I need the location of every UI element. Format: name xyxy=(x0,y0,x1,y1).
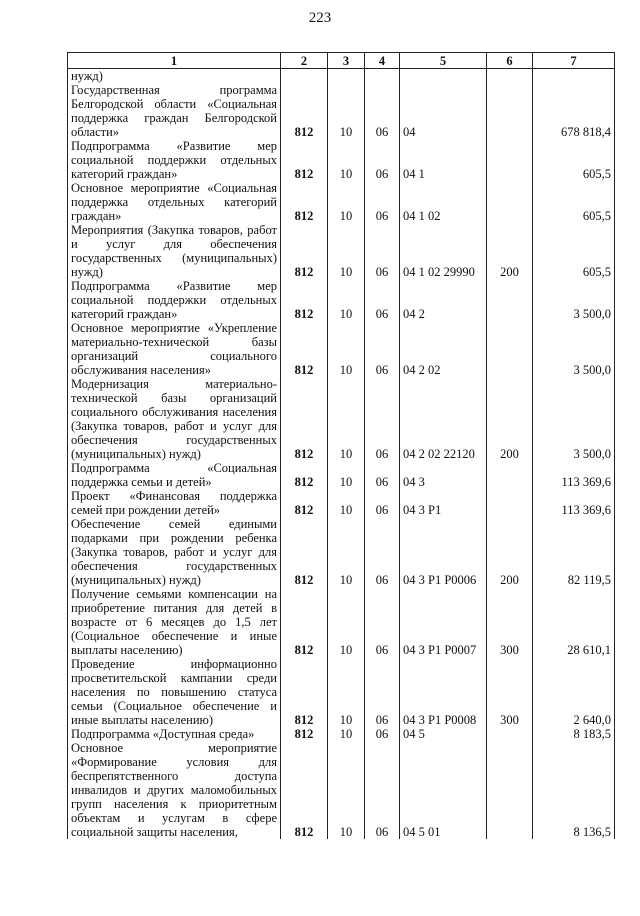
column-header-1: 1 xyxy=(68,53,281,69)
row-target-code: 04 2 02 xyxy=(400,321,487,377)
row-section-code: 10 xyxy=(328,321,365,377)
row-subsection-code: 06 xyxy=(365,139,400,181)
row-name: Подпрограмма «Социальная поддержка семьи и детей» xyxy=(68,461,281,489)
row-subsection-code: 06 xyxy=(365,657,400,727)
row-subsection-code: 06 xyxy=(365,181,400,223)
row-section-code: 10 xyxy=(328,181,365,223)
row-expense-type xyxy=(487,181,533,223)
row-ministry-code: 812 xyxy=(281,727,328,741)
row-target-code: 04 3 xyxy=(400,461,487,489)
row-expense-type xyxy=(487,321,533,377)
row-name: Основное мероприятие «Укрепление материально-технической базы организаций социального обслуживания населения» xyxy=(68,321,281,377)
row-target-code: 04 5 01 xyxy=(400,741,487,839)
table-row xyxy=(68,517,615,587)
row-expense-type: 200 xyxy=(487,223,533,279)
table-row xyxy=(68,321,615,377)
row-section-code: 10 xyxy=(328,377,365,461)
row-ministry-code: 812 xyxy=(281,321,328,377)
row-amount: 605,5 xyxy=(533,139,615,181)
row-ministry-code: 812 xyxy=(281,139,328,181)
row-name: Мероприятия (Закупка товаров, работ и услуг для обеспечения государственных (муниципальных) нужд) xyxy=(68,223,281,279)
row-subsection-code: 06 xyxy=(365,461,400,489)
row-target-code: 04 5 xyxy=(400,727,487,741)
row-target-code: 04 3 P1 P0006 xyxy=(400,517,487,587)
row-target-code: 04 xyxy=(400,83,487,139)
column-header-4: 4 xyxy=(365,53,400,69)
row-section-code: 10 xyxy=(328,489,365,517)
row-amount: 113 369,6 xyxy=(533,489,615,517)
row-name: Проект «Финансовая поддержка семей при рождении детей» xyxy=(68,489,281,517)
table-body xyxy=(68,69,615,840)
row-subsection-code: 06 xyxy=(365,727,400,741)
row-section-code: 10 xyxy=(328,517,365,587)
row-amount: 8 183,5 xyxy=(533,727,615,741)
row-subsection-code: 06 xyxy=(365,587,400,657)
row-expense-type xyxy=(487,279,533,321)
row-amount: 82 119,5 xyxy=(533,517,615,587)
column-header-5: 5 xyxy=(400,53,487,69)
row-section-code: 10 xyxy=(328,279,365,321)
row-target-code: 04 1 02 xyxy=(400,181,487,223)
row-expense-type: 200 xyxy=(487,377,533,461)
row-subsection-code: 06 xyxy=(365,489,400,517)
row-subsection-code: 06 xyxy=(365,279,400,321)
row-subsection-code: 06 xyxy=(365,741,400,839)
row-target-code xyxy=(400,69,487,84)
row-amount: 3 500,0 xyxy=(533,321,615,377)
row-name: Проведение информационно просветительской кампании среди населения по повышению статуса семьи (Социальное обеспечение и иные выплаты населению) xyxy=(68,657,281,727)
table-row xyxy=(68,181,615,223)
row-target-code: 04 1 02 29990 xyxy=(400,223,487,279)
row-name: Подпрограмма «Доступная среда» xyxy=(68,727,281,741)
row-target-code: 04 3 P1 xyxy=(400,489,487,517)
row-target-code: 04 3 P1 P0007 xyxy=(400,587,487,657)
row-section-code: 10 xyxy=(328,223,365,279)
row-expense-type xyxy=(487,741,533,839)
table-row xyxy=(68,223,615,279)
row-section-code: 10 xyxy=(328,657,365,727)
row-target-code: 04 2 xyxy=(400,279,487,321)
row-expense-type xyxy=(487,83,533,139)
row-expense-type xyxy=(487,139,533,181)
row-section-code xyxy=(328,69,365,84)
row-expense-type xyxy=(487,461,533,489)
row-expense-type: 200 xyxy=(487,517,533,587)
row-section-code: 10 xyxy=(328,139,365,181)
column-header-3: 3 xyxy=(328,53,365,69)
row-section-code: 10 xyxy=(328,587,365,657)
row-amount xyxy=(533,69,615,84)
table-row xyxy=(68,377,615,461)
row-name: Основное мероприятие «Социальная поддержка отдельных категорий граждан» xyxy=(68,181,281,223)
row-amount: 3 500,0 xyxy=(533,377,615,461)
row-ministry-code xyxy=(281,69,328,84)
row-subsection-code: 06 xyxy=(365,223,400,279)
row-expense-type xyxy=(487,69,533,84)
row-section-code: 10 xyxy=(328,83,365,139)
row-name: Государственная программа Белгородской области «Социальная поддержка граждан Белгородской области» xyxy=(68,83,281,139)
row-ministry-code: 812 xyxy=(281,489,328,517)
row-amount: 2 640,0 xyxy=(533,657,615,727)
row-ministry-code: 812 xyxy=(281,181,328,223)
row-name: Подпрограмма «Развитие мер социальной поддержки отдельных категорий граждан» xyxy=(68,139,281,181)
row-name: Обеспечение семей едиными подарками при рождении ребенка (Закупка товаров, работ и услуг для обеспечения государственных (муниципальных) нужд) xyxy=(68,517,281,587)
row-section-code: 10 xyxy=(328,461,365,489)
budget-table xyxy=(67,52,615,839)
row-expense-type xyxy=(487,727,533,741)
row-name: Основное мероприятие «Формирование условия для беспрепятственного доступа инвалидов и других маломобильных групп населения к приоритетным объектам и услугам в сфере социальной защиты населения, xyxy=(68,741,281,839)
row-ministry-code: 812 xyxy=(281,223,328,279)
row-name: Получение семьями компенсации на приобретение питания для детей в возрасте от 6 месяцев до 1,5 лет (Социальное обеспечение и иные выплаты населению) xyxy=(68,587,281,657)
row-amount: 678 818,4 xyxy=(533,83,615,139)
row-amount: 3 500,0 xyxy=(533,279,615,321)
row-name: нужд) xyxy=(68,69,281,84)
row-ministry-code: 812 xyxy=(281,587,328,657)
table-row xyxy=(68,741,615,839)
row-target-code: 04 2 02 22120 xyxy=(400,377,487,461)
row-subsection-code: 06 xyxy=(365,321,400,377)
table-row xyxy=(68,727,615,741)
row-subsection-code: 06 xyxy=(365,377,400,461)
row-amount: 8 136,5 xyxy=(533,741,615,839)
row-name: Модернизация материально-технической базы организаций социального обслуживания населения (Закупка товаров, работ и услуг для обеспечения государственных (муниципальных) нужд) xyxy=(68,377,281,461)
row-subsection-code xyxy=(365,69,400,84)
row-amount: 28 610,1 xyxy=(533,587,615,657)
row-ministry-code: 812 xyxy=(281,83,328,139)
row-section-code: 10 xyxy=(328,727,365,741)
row-amount: 605,5 xyxy=(533,223,615,279)
column-header-6: 6 xyxy=(487,53,533,69)
row-subsection-code: 06 xyxy=(365,83,400,139)
table-header-row xyxy=(68,53,615,69)
row-expense-type: 300 xyxy=(487,587,533,657)
table-row xyxy=(68,657,615,727)
row-ministry-code: 812 xyxy=(281,657,328,727)
table-row xyxy=(68,279,615,321)
row-ministry-code: 812 xyxy=(281,741,328,839)
row-ministry-code: 812 xyxy=(281,279,328,321)
row-ministry-code: 812 xyxy=(281,461,328,489)
table-row xyxy=(68,139,615,181)
page-number: 223 xyxy=(308,10,332,26)
column-header-7: 7 xyxy=(533,53,615,69)
row-ministry-code: 812 xyxy=(281,517,328,587)
table-row xyxy=(68,83,615,139)
row-subsection-code: 06 xyxy=(365,517,400,587)
row-ministry-code: 812 xyxy=(281,377,328,461)
row-target-code: 04 1 xyxy=(400,139,487,181)
column-header-2: 2 xyxy=(281,53,328,69)
row-expense-type xyxy=(487,489,533,517)
row-section-code: 10 xyxy=(328,741,365,839)
row-amount: 605,5 xyxy=(533,181,615,223)
row-name: Подпрограмма «Развитие мер социальной поддержки отдельных категорий граждан» xyxy=(68,279,281,321)
table-row xyxy=(68,69,615,84)
row-expense-type: 300 xyxy=(487,657,533,727)
table-row xyxy=(68,587,615,657)
row-target-code: 04 3 P1 P0008 xyxy=(400,657,487,727)
row-amount: 113 369,6 xyxy=(533,461,615,489)
table-row xyxy=(68,461,615,489)
table-row xyxy=(68,489,615,517)
